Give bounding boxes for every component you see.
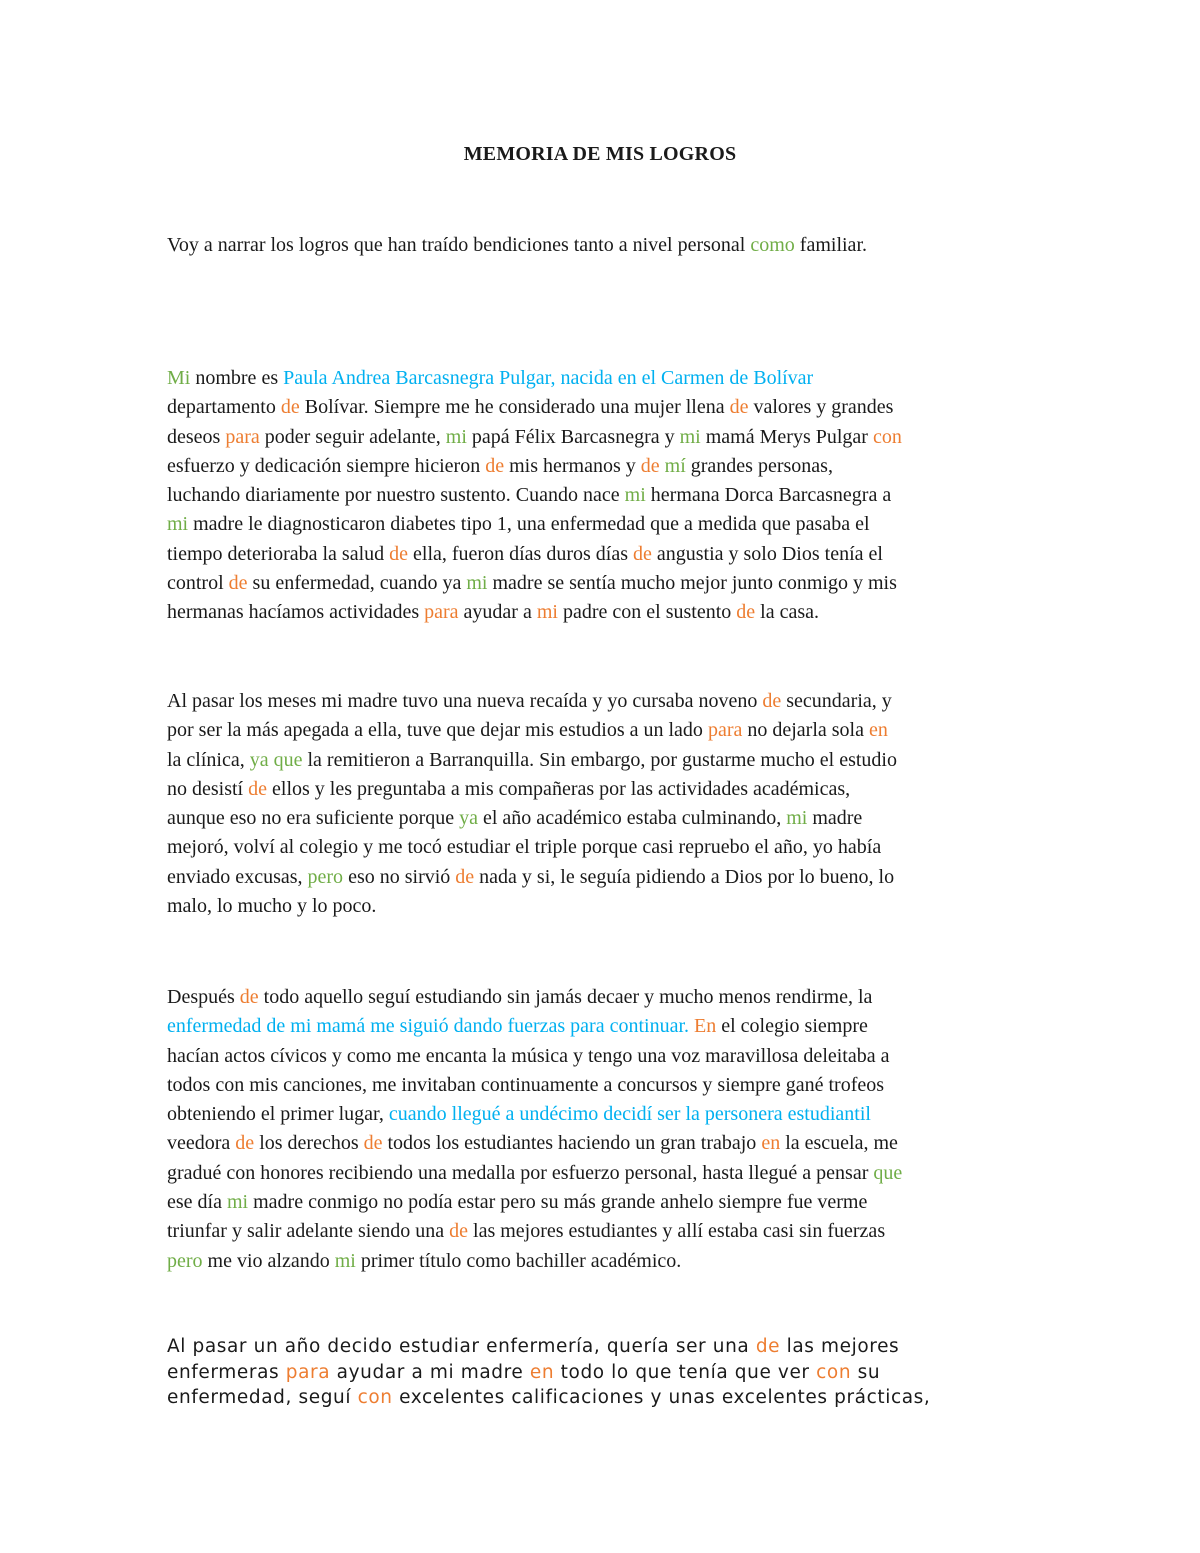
text-run: todo lo que tenía que ver (554, 1361, 817, 1383)
text-run: enfermedad, seguí (167, 1387, 358, 1408)
text-run: angustia y solo Dios tenía el (651, 542, 883, 565)
highlighted-word: de (280, 396, 300, 419)
text-run: ellos y les preguntaba a mis compañeras por las actividades académicas, (267, 777, 851, 800)
text-run: luchando diariamente por nuestro sustento. Cuando nace (167, 484, 625, 507)
highlighted-word: mi (466, 572, 488, 595)
text-line (167, 510, 1047, 539)
text-run: obteniendo el primer lugar, (167, 1103, 389, 1126)
highlighted-word: mi (334, 1249, 356, 1272)
highlighted-word: en (529, 1361, 555, 1383)
text-run: todo aquello seguí estudiando sin jamás decaer y mucho menos rendirme, la (258, 986, 873, 1008)
text-run: la remitieron a Barranquilla. Sin embargo, por gustarme mucho el estudio (302, 748, 897, 771)
text-line (167, 1042, 1047, 1071)
text-line (167, 892, 1047, 921)
highlighted-word: de (239, 986, 259, 1008)
text-line (167, 863, 1047, 892)
text-run: enviado excusas, (167, 865, 308, 888)
text-run: el colegio siempre (716, 1015, 868, 1038)
text-run: no desistí (167, 777, 249, 800)
highlighted-word: de (363, 1132, 383, 1155)
text-run: Después (167, 986, 240, 1008)
text-run: hacían actos cívicos y como me encanta la música y tengo una voz maravillosa deleitaba a (167, 1044, 890, 1067)
text-run: ayudar a (458, 601, 537, 624)
highlighted-word: de (449, 1220, 469, 1243)
text-run: papá Félix Barcasnegra y (466, 425, 680, 448)
text-run: padre con el sustento (557, 601, 737, 624)
highlighted-word: de (632, 542, 652, 565)
highlighted-word: mi (624, 484, 646, 507)
text-run: ayudar a mi madre (330, 1361, 530, 1383)
text-run: las mejores (780, 1336, 900, 1357)
highlighted-word: de (736, 601, 756, 624)
text-run: poder seguir adelante, (259, 425, 446, 448)
text-run: mis hermanos y (504, 454, 641, 477)
text-run: eso no sirvió (343, 865, 456, 888)
highlighted-word: con (816, 1361, 852, 1383)
text-run: deseos (167, 425, 226, 448)
text-line (167, 452, 1047, 481)
highlighted-word: mi (679, 425, 701, 448)
text-run: las mejores estudiantes y allí estaba casi sin fuerzas (468, 1220, 886, 1243)
text-run: me vio alzando (202, 1249, 335, 1272)
text-line (167, 1334, 1047, 1360)
text-line (167, 1159, 1047, 1188)
highlighted-word: mi (536, 601, 558, 624)
text-run: enfermeras (167, 1361, 286, 1383)
highlighted-word: pero (167, 1249, 203, 1272)
text-line (167, 1217, 1047, 1246)
text-run: Al pasar un año decido estudiar enfermería, quería ser una (167, 1336, 756, 1357)
highlighted-word: Paula Andrea Barcasnegra Pulgar, nacida en el Carmen de Bolívar (283, 367, 814, 389)
text-run: secundaria, y (781, 690, 892, 712)
text-run: excelentes calificaciones y unas excelentes prácticas, (392, 1387, 931, 1408)
text-line (167, 481, 1047, 510)
highlighted-word: de (640, 454, 660, 477)
highlighted-word: en (868, 719, 888, 742)
highlighted-word: enfermedad de mi mamá me siguió dando fuerzas para continuar. (167, 1015, 690, 1038)
highlighted-word: pero (307, 865, 344, 888)
text-run: valores y grandes (748, 396, 894, 419)
text-line (167, 1360, 1047, 1386)
text-run: mamá Merys Pulgar (700, 425, 873, 448)
text-line (167, 1100, 1047, 1129)
text-line (167, 1385, 1047, 1411)
text-line (167, 1188, 1047, 1217)
text-run: su enfermedad, cuando ya (247, 572, 467, 595)
text-run: aunque eso no era suficiente porque (167, 807, 460, 830)
highlighted-word: mi (786, 807, 808, 830)
text-run: gradué con honores recibiendo una medalla por esfuerzo personal, hasta llegué a pensar (167, 1161, 874, 1184)
highlighted-word: Mi (167, 367, 191, 389)
text-run: todos con mis canciones, me invitaban continuamente a concursos y siempre gané trofeos (167, 1073, 885, 1096)
text-run: madre (807, 807, 863, 830)
highlighted-word: de (235, 1132, 255, 1155)
text-run: hermana Dorca Barcasnegra a (645, 484, 892, 507)
text-line (167, 804, 1047, 833)
text-run: la casa. (755, 601, 819, 624)
text-run: el año académico estaba culminando, (478, 807, 787, 830)
highlighted-word: ya que (249, 748, 303, 771)
highlighted-word: como (750, 234, 795, 256)
highlighted-word: mi (167, 513, 189, 536)
text-run: esfuerzo y dedicación siempre hicieron (167, 454, 486, 477)
text-line (167, 1012, 1047, 1041)
text-line (167, 231, 1047, 260)
text-line (167, 1129, 1047, 1158)
text-run: mejoró, volví al colegio y me tocó estudiar el triple porque casi repruebo el año, yo había (167, 836, 882, 859)
text-run: triunfar y salir adelante siendo una (167, 1220, 450, 1243)
text-run: por ser la más apegada a ella, tuve que dejar mis estudios a un lado (167, 719, 708, 742)
highlighted-word: mi (226, 1191, 249, 1214)
highlighted-word: de (729, 396, 749, 419)
highlighted-word: cuando llegué a undécimo decidí ser la personera estudiantil (388, 1103, 871, 1126)
paragraph-1 (167, 364, 1047, 628)
highlighted-word: en (761, 1132, 781, 1155)
text-run: ese día (167, 1191, 227, 1214)
text-run: madre se sentía mucho mejor junto conmigo y mis (487, 572, 897, 595)
highlighted-word: con (357, 1387, 393, 1408)
highlighted-word: ya (459, 807, 478, 830)
highlighted-word: de (228, 572, 248, 595)
text-run: no dejarla sola (742, 719, 869, 742)
highlighted-word: de (455, 865, 475, 888)
text-line (167, 687, 1047, 716)
text-line (167, 569, 1047, 598)
text-line (167, 833, 1047, 862)
highlighted-word: con (872, 425, 902, 448)
text-run: nombre es (190, 367, 284, 389)
text-line (167, 746, 1047, 775)
text-line (167, 423, 1047, 452)
text-line (167, 540, 1047, 569)
text-line (167, 598, 1047, 627)
document-title: MEMORIA DE MIS LOGROS (463, 143, 737, 165)
highlighted-word: mí (664, 454, 686, 477)
highlighted-word: de (485, 454, 505, 477)
text-run: departamento (167, 396, 281, 419)
highlighted-word: de (762, 690, 782, 712)
intro-paragraph (167, 231, 1047, 260)
highlighted-word: para (424, 601, 459, 624)
text-run: madre conmigo no podía estar pero su más grande anhelo siempre fue verme (248, 1191, 868, 1214)
highlighted-word: para (285, 1361, 331, 1383)
highlighted-word: para (707, 719, 743, 742)
highlighted-word: En (694, 1015, 717, 1038)
text-run: Bolívar. Siempre me he considerado una mujer llena (299, 396, 730, 419)
text-run: Al pasar los meses mi madre tuvo una nueva recaída y yo cursaba noveno (167, 690, 763, 712)
text-run: la clínica, (167, 748, 250, 771)
highlighted-word: que (873, 1161, 903, 1184)
text-line (167, 716, 1047, 745)
text-line (167, 393, 1047, 422)
text-line (167, 983, 1047, 1012)
text-line (167, 1247, 1047, 1276)
text-line (167, 775, 1047, 804)
text-run: su (851, 1361, 881, 1383)
text-run: primer título como bachiller académico. (355, 1249, 682, 1272)
highlighted-word: mi (445, 425, 467, 448)
highlighted-word: de (248, 777, 268, 800)
text-run: Voy a narrar los logros que han traído bendiciones tanto a nivel personal (167, 234, 751, 256)
text-run: madre le diagnosticaron diabetes tipo 1, una enfermedad que a medida que pasaba el (188, 513, 870, 536)
text-run: nada y si, le seguía pidiendo a Dios por lo bueno, lo (474, 865, 895, 888)
paragraph-3 (167, 983, 1047, 1276)
paragraph-2 (167, 687, 1047, 921)
text-run: la escuela, me (780, 1132, 898, 1155)
text-line (167, 1071, 1047, 1100)
highlighted-word: de (389, 542, 409, 565)
text-run: ella, fueron días duros días (408, 542, 633, 565)
text-run: todos los estudiantes haciendo un gran trabajo (382, 1132, 762, 1155)
text-run: veedora (167, 1132, 236, 1155)
text-run: tiempo deterioraba la salud (167, 542, 390, 565)
highlighted-word: para (225, 425, 260, 448)
text-run: control (167, 572, 229, 595)
text-line (167, 364, 1047, 393)
highlighted-word: de (755, 1336, 781, 1357)
paragraph-4 (167, 1334, 1047, 1411)
text-run: malo, lo mucho y lo poco. (167, 895, 377, 918)
text-run: hermanas hacíamos actividades (167, 601, 425, 624)
text-run: grandes personas, (685, 454, 833, 477)
text-run: los derechos (254, 1132, 364, 1155)
text-run: familiar. (794, 234, 867, 256)
